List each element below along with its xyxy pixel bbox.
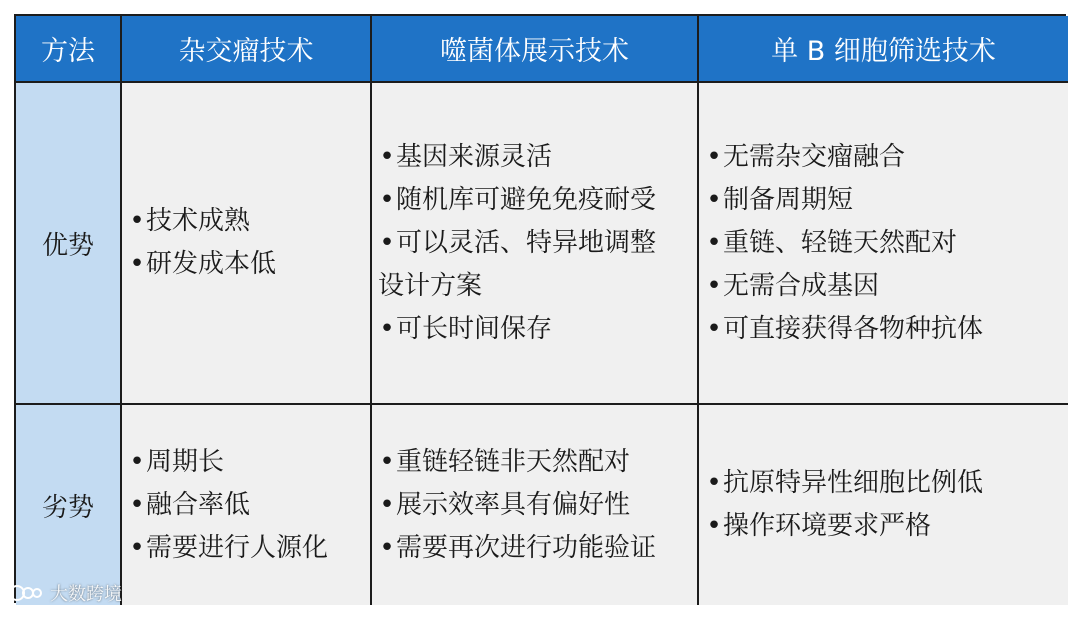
list-item: •可以灵活、特异地调整 [378, 222, 693, 265]
advantages-single-b-cell [699, 83, 1068, 405]
list-item: •可直接获得各物种抗体 [705, 308, 1064, 351]
bullet-icon: • [706, 511, 722, 541]
list-item: •重链轻链非天然配对 [378, 441, 693, 484]
disadvantages-label: 劣势 [41, 492, 94, 523]
bullet-icon: • [706, 141, 722, 172]
list-item: •制备周期短 [705, 179, 1064, 222]
advantages-hybridoma-cell [122, 83, 372, 405]
list-item: •无需合成基因 [705, 265, 1064, 308]
list-item: •需要进行人源化 [128, 527, 366, 570]
list-item: •可长时间保存 [378, 308, 693, 351]
bullet-icon: • [379, 489, 395, 520]
disadvantages-hybridoma-cell [122, 405, 372, 605]
header-single-b-cell [699, 16, 1068, 83]
bullet-icon: • [129, 206, 145, 236]
bullet-icon: • [706, 184, 722, 215]
header-hybridoma [122, 16, 372, 83]
header-method-label: 方法 [41, 36, 95, 67]
list-item: •周期长 [128, 441, 366, 484]
disadvantages-single-b-cell [699, 405, 1068, 605]
bullet-icon: • [706, 227, 722, 258]
bullet-icon: • [379, 227, 395, 258]
header-phage-display-label: 噬菌体展示技术 [440, 36, 629, 67]
watermark [8, 580, 122, 606]
list-item: •研发成本低 [128, 243, 366, 286]
watermark-text: 大数跨境 [50, 584, 122, 605]
bullet-icon: • [706, 468, 722, 498]
advantages-phage-cell [372, 83, 699, 405]
list-item: •重链、轻链天然配对 [705, 222, 1064, 265]
list-item: •操作环境要求严格 [705, 505, 1064, 548]
list-item-continuation: 设计方案 [378, 270, 483, 301]
watermark-logo-icon [8, 582, 44, 604]
list-item: •技术成熟 [128, 200, 366, 243]
list-item: •基因来源灵活 [378, 136, 693, 179]
list-item: •融合率低 [128, 484, 366, 527]
header-hybridoma-label: 杂交瘤技术 [178, 36, 314, 67]
header-phage-display [372, 16, 699, 83]
row-advantages-label [16, 83, 122, 405]
bullet-icon: • [129, 489, 145, 520]
bullet-icon: • [379, 184, 395, 215]
bullet-icon: • [379, 313, 395, 344]
list-item: •需要再次进行功能验证 [378, 527, 693, 570]
bullet-icon: • [379, 446, 395, 477]
bullet-icon: • [129, 249, 145, 279]
list-item: •无需杂交瘤融合 [705, 136, 1064, 179]
bullet-icon: • [706, 270, 722, 301]
list-item: •随机库可避免免疫耐受 [378, 179, 693, 222]
bullet-icon: • [129, 446, 145, 477]
header-method [16, 16, 122, 83]
bullet-icon: • [379, 532, 395, 563]
header-single-b-cell-label: 单 B 细胞筛选技术 [771, 36, 996, 67]
bullet-icon: • [129, 532, 145, 563]
row-disadvantages-label [16, 405, 122, 605]
list-item: •展示效率具有偏好性 [378, 484, 693, 527]
bullet-icon: • [379, 141, 395, 172]
list-item: •抗原特异性细胞比例低 [705, 462, 1064, 505]
advantages-label: 优势 [41, 230, 94, 261]
comparison-table [14, 14, 1066, 603]
bullet-icon: • [706, 313, 722, 344]
disadvantages-phage-cell [372, 405, 699, 605]
